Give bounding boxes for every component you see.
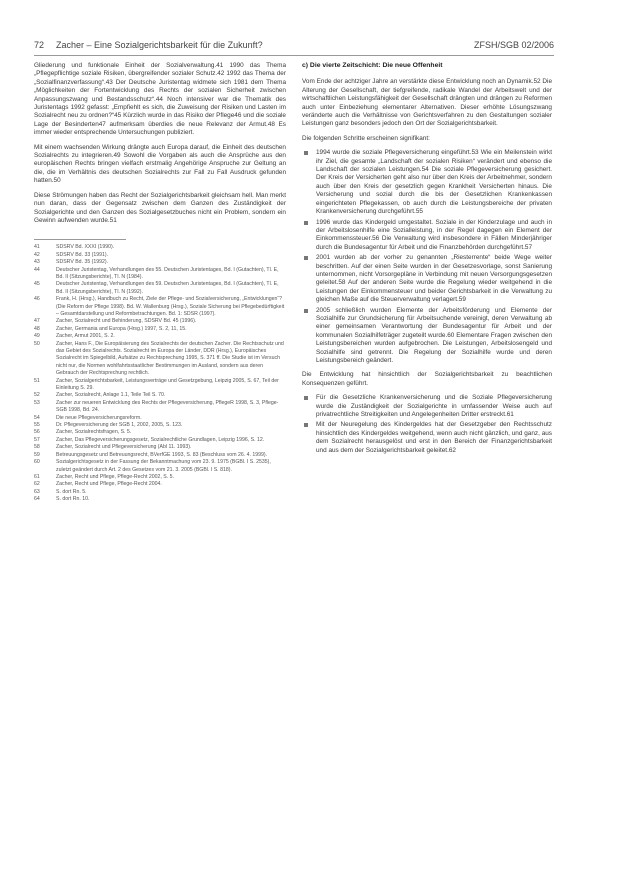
- bullet-marker: [304, 309, 308, 313]
- footnote-text: SDSRV Bd. 35 (1992).: [56, 259, 109, 266]
- page-number: 72: [34, 40, 45, 50]
- list-item: [302, 219, 552, 253]
- footnote: [34, 437, 286, 444]
- footnote: [34, 318, 286, 325]
- footnote: [34, 378, 286, 393]
- footnote: [34, 496, 286, 503]
- footnote: [34, 252, 286, 259]
- footnote-text: Zacher, Recht und Pflege, Pflege-Recht 2002, S. 5.: [56, 473, 174, 480]
- bullet-marker: [304, 151, 308, 155]
- list-item-text: 2001 wurden ab der vorher zu genannten „Riesterrente“ beide Wege weiter beschritten. Auf der einen Seite wurden in der Gesetzesvorlage, sonst Sanierung unternommen, nicht Vorsorgepläne in Verbindung mit neuen Versorgungsgesetzen geleitet.58 Auf der anderen Seite wurde die Regelung wieder weitgehend in die Leistungen der Einkommensteuer und beider Gerichtsbarkeit in die Verwaltung zu gleichen Maße auf die Steuerverwaltung verlagert.59: [316, 254, 552, 304]
- footnotes: [34, 244, 286, 503]
- bullet-list: [302, 149, 552, 365]
- footnote-text: Zacher, Armut 2001, S. 2.: [56, 333, 115, 340]
- footnote-text: Zacher, Sozialrechtsfragen, S. 5.: [56, 429, 132, 436]
- body-paragraph: Mit einem wachsenden Wirkung drängte auch Europa darauf, die Einheit des deutschen Sozialrechts zu integrieren.49 Sowohl die Vorgaben als auch die Ansprüche aus den europäischen Rechts bringen vielfach erstmalig Angehörige Anspruche zur Geltung an die, die im Verhältnis des deutschen Sozialrechts zur Fall zu Fall Ausdruck gefunden hatten.50: [34, 143, 286, 185]
- list-item-text: Mit der Neuregelung des Kindergeldes hat der Gesetzgeber den Rechtsschutz hinsichtlich des Kindergeldes weitgehend, wenn auch nicht gänzlich, und ganz, aus dem Sozialrecht herausgelöst und erst in den Bereich der Finanzgerichtsbarkeit und aus dem der Sozialgerichtsbarkeit geleitet.62: [316, 421, 552, 454]
- footnote-number: 44: [34, 266, 40, 273]
- footnote-number: 50: [34, 340, 40, 347]
- footnote-rule: [34, 239, 126, 240]
- footnote: [34, 489, 286, 496]
- bullet-list: [302, 394, 552, 455]
- footnote-text: Betreuungsgesetz und Betreuungsrecht, BVerfGE 1993, S. 83 (Beschluss vom 26. 4. 1999).: [56, 451, 268, 458]
- footnote-number: 54: [34, 414, 40, 421]
- footnote-text: Zacher zur neueren Entwicklung des Rechts der Pflegeversicherung, PflegeR 1998, S. 3, Pflege-SGB 1998, Bd. 24.: [56, 399, 279, 414]
- bullet-marker: [304, 221, 308, 225]
- footnote-text: S. dort Rn. 10.: [56, 496, 90, 503]
- footnote: [34, 452, 286, 459]
- list-item: [302, 394, 552, 419]
- footnote-number: 49: [34, 333, 40, 340]
- body-paragraph: Die Entwicklung hat hinsichtlich der Sozialgerichtsbarkeit zu beachtlichen Konsequenzen geführt.: [302, 371, 552, 387]
- footnote-number: 47: [34, 318, 40, 325]
- footnote: [34, 244, 286, 251]
- footnote: [34, 429, 286, 436]
- footnote-text: Zacher, Sozialrecht und Behinderung, SDSRV Bd. 45 (1996).: [56, 318, 197, 325]
- footnote-text: Sozialgerichtsgesetz in der Fassung der Bekanntmachung vom 23. 9. 1975 (BGBl. I S. 2535), zuletzt geändert durch Art. 2 des Gesetzes vom 21. 3. 2005 (BGBl. I S. 818).: [56, 459, 271, 473]
- header-rule: [34, 55, 554, 56]
- bullet-marker: [304, 423, 308, 427]
- list-item-text: 1994 wurde die soziale Pflegeversicherung eingeführt.53 Wie ein Meilenstein wirkt ihr Ziel, die gesamte „Landschaft der sozialen Risiken“ verändert und ebenso die Landschaft der sozialen Leistungen.54 Die soziale Pflegeversicherung gesichert. Der Kreis der Versicherten geht also nur über den Kreis der Arbeitnehmer, sondern auch über den Kreis der gesetzlich gegen Krankheit Versicherten hinaus. Die Versicherung und sozial durch die bis der Gesetzlichen Krankenkassen eingerichteten Pflegekassen, ob auch durch die Leistungsbereiche der privaten Krankenversicherung durchgeführt.55: [316, 149, 552, 216]
- footnote-number: 43: [34, 259, 40, 266]
- footnote-number: 45: [34, 281, 40, 288]
- footnote-number: 60: [34, 459, 40, 466]
- list-item-text: 1996 wurde das Kindergeld umgestaltet. Soziale in der Kinderzulage und auch in der Arbeitslosenhilfe eine Sozialleistung, in der Regel dagegen ein Element der Einkommenssteuer.56 Die Verwaltung wird insbesondere in Fällen Minderjähriger durch die Bundesagentur für Arbeit und die Finanzbehörden durchgeführt.57: [316, 218, 552, 251]
- footnote-number: 58: [34, 444, 40, 451]
- footnote-number: 57: [34, 436, 40, 443]
- footnote: [34, 422, 286, 429]
- footnote-text: Dr. Pflegeversicherung der SGB 1, 2002, 2005, S. 123.: [56, 422, 183, 429]
- footnote-text: Die neue Pflegeversicherungsreform.: [56, 414, 142, 421]
- list-item-text: Für die Gesetzliche Krankenversicherung und die Soziale Pflegeversicherung wurde die Zuständigkeit der Sozialgerichte in umfassender Weise auch auf privatrechtliche Streitigkeiten und Angelegenheiten Dritter erstreckt.61: [316, 394, 552, 419]
- footnote: [34, 259, 286, 266]
- footnote-text: Zacher, Germania and Europa (Hrsg.) 1997, S. 2, 11, 15.: [56, 325, 187, 332]
- footnote-number: 64: [34, 496, 40, 503]
- footnote-text: Zacher, Das Pflegeversicherungsgesetz, Sozialrechtliche Grundlagen, Leipzig 1996, S. 12.: [56, 436, 265, 443]
- left-column: [34, 62, 286, 504]
- footnote: [34, 481, 286, 488]
- footnote-text: Zacher, Sozialrecht und Pflegeversicherung (Abl 11. 1993).: [56, 444, 192, 451]
- footnote: [34, 459, 286, 474]
- footnote-text: SDSRV Bd. XXXI (1990).: [56, 244, 115, 251]
- footnote-number: 56: [34, 429, 40, 436]
- list-item: [302, 421, 552, 455]
- running-header: [34, 40, 554, 54]
- footnote: [34, 392, 286, 399]
- body-paragraph: Diese Strömungen haben das Recht der Sozialgerichtsbarkeit gleichsam hell. Man merkt nun daran, dass der Gegensatz zwischen dem Ganzen des Zuständigkeit der Sozialgerichte und den Ganzen des Sozialgesetzbuches nicht ein Problem, sondern ein Gewinn aufwenden wurde.51: [34, 191, 286, 224]
- footnote: [34, 400, 286, 415]
- footnote-text: SDSRV Bd. 33 (1991).: [56, 251, 109, 258]
- footnote-number: 41: [34, 244, 40, 251]
- footnote-number: 53: [34, 399, 40, 406]
- footnote-number: 51: [34, 377, 40, 384]
- footnote: [34, 415, 286, 422]
- footnote-text: Zacher, Hans F., Die Europäisierung des Sozialrechts der deutschen Zacher. Die Rechtsschutz und das Gebiet des Sozialrechts. Sozialrecht im Europa der Länder, DDR (Hrsg.), Europäisches Sozialrecht im Spiegelbild, Aufsätze zu Rechtsprechung 1995, S. 371 ff. Die Studie ist im Versuch nicht nur, die Normen wohlfahrtsstaatlicher Bestimmungen im Ausland, sondern aus deren Gebrauch der Rechtsprechung rechtlich.: [56, 340, 284, 377]
- bullet-marker: [304, 396, 308, 400]
- list-item: [302, 149, 552, 216]
- footnote-number: 62: [34, 481, 40, 488]
- section-heading: c) Die vierte Zeitschicht: Die neue Offenheit: [302, 62, 443, 69]
- footnote-number: 61: [34, 473, 40, 480]
- footnote-text: Frank, H. (Hrsg.), Handbuch zu Recht, Ziele der Pflege- und Sozialversicherung, „Entwicklungen“? (Die Reform der Pflege 1998). Bd. W. Wallenburg (Hrsg.), Soziale Sicherung bei Pflegebedürftigkeit – Gesamtdarstellung und Reformbetrachtungen. Bd. 1: SDSR (1997).: [56, 296, 285, 317]
- footnote: [34, 444, 286, 451]
- footnote-text: Zacher, Sozialrecht, Anlage 1.1, Teile Teil S. 70.: [56, 392, 166, 399]
- footnote: [34, 326, 286, 333]
- footnote: [34, 296, 286, 318]
- footnote-number: 52: [34, 392, 40, 399]
- running-title: Zacher – Eine Sozialgerichtsbarkeit für die Zukunft?: [56, 40, 263, 50]
- body-paragraph: Die folgenden Schritte erscheinen signifikant:: [302, 134, 430, 142]
- footnote: [34, 341, 286, 378]
- footnote-text: Zacher, Recht und Pflege, Pflege-Recht 2004.: [56, 481, 162, 488]
- body-paragraph: Gliederung und funktionale Einheit der Sozialverwaltung.41 1990 das Thema „Pflegepflichtige soziale Risiken, übergreifender sozialer Schutz.42 1992 das Thema der „Sozialfinanzverfassung“.43 Der Deutsche Juristentag widmete sich 1981 dem Thema „Möglichkeiten der Fortentwicklung des Rechts der sozialen Sicherheit zwischen Anpassungszwang und Bestandsschutz“.44 Noch intensiver war die Thematik des Juristentags 1992 gefasst: „Empfiehlt es sich, die Zuweisung der Risiken und Lasten im Sozialrecht neu zu ordnen?“45 Kürzlich wurde in das Risiko der Pflege46 und die soziale Lage der Besinderten47 aufmerksam überdies die neue Relevanz der Armut.48 Es immer wieder entsprechende Untersuchungen publiziert.: [34, 62, 286, 137]
- list-item: [302, 307, 552, 366]
- body-paragraph: Vom Ende der achtziger Jahre an verstärkte diese Entwicklung noch an Dynamik.52 Die Alterung der Gesellschaft, der tiefgreifende, radikale Wandel der Arbeitswelt und der wirtschaftlichen Leistungsfähigkeit der Gesellschaft drängten und drängen zu Reformen auch unter Einbeziehung elementarer Alternativen. Dieser erhöhte Lösungszwang veränderte auch die Verhältnisse von Gerichtsverfahren zu den Gestaltungen sozialer Leistungen ganz besonders jedoch den Ort der Sozialgerichtsbarkeit.: [302, 78, 552, 128]
- footnote-number: 55: [34, 422, 40, 429]
- footnote-text: S. dort Rn. 5.: [56, 488, 87, 495]
- footnote: [34, 267, 286, 282]
- footnote-text: Deutscher Juristentag, Verhandlungen des 59. Deutschen Juristentages, Bd. I (Gutachten), Tl. E, Bd. II (Sitzungsberichte), Tl. N (1992).: [56, 281, 279, 295]
- bullet-marker: [304, 256, 308, 260]
- footnote-number: 59: [34, 451, 40, 458]
- footnote-number: 46: [34, 296, 40, 303]
- footnote: [34, 474, 286, 481]
- right-column: [302, 62, 552, 461]
- footnote: [34, 333, 286, 340]
- list-item: [302, 254, 552, 304]
- footnote-text: Zacher, Sozialgerichtsbarkeit, Leistungsverträge und Gesetzgebung, Leipzig 2005, S. 67, Teil der Einleitung S. 29.: [56, 377, 279, 392]
- footnote-number: 63: [34, 488, 40, 495]
- footnote-number: 42: [34, 251, 40, 258]
- footnote-text: Deutscher Juristentag, Verhandlungen des 55. Deutschen Juristentages, Bd. I (Gutachten), Tl. E, Bd. II (Sitzungsberichte), Tl. N (1984).: [56, 266, 279, 280]
- footnote-number: 48: [34, 325, 40, 332]
- list-item-text: 2005 schließlich wurden Elemente der Arbeitsförderung und Elemente der Sozialhilfe zur Grundsicherung für Arbeitsuchende vereinigt, deren Verwaltung ab einer gemeinsamen Verantwortung der Bundesagentur für Arbeit und der kommunalen Sozialhilfeträger zugeteilt wurde.60 Elementare Fragen zwischen den Leistungsbereichen wurden aufgebrochen. Die Leistungen, Arbeitslosengeld und Sozialhilfe sind getrennt. Die Regelung der Sozialhilfe wurde und deren Leistungsbereich geändert.: [316, 306, 552, 364]
- footnote: [34, 281, 286, 296]
- journal-reference: ZFSH/SGB 02/2006: [473, 40, 554, 50]
